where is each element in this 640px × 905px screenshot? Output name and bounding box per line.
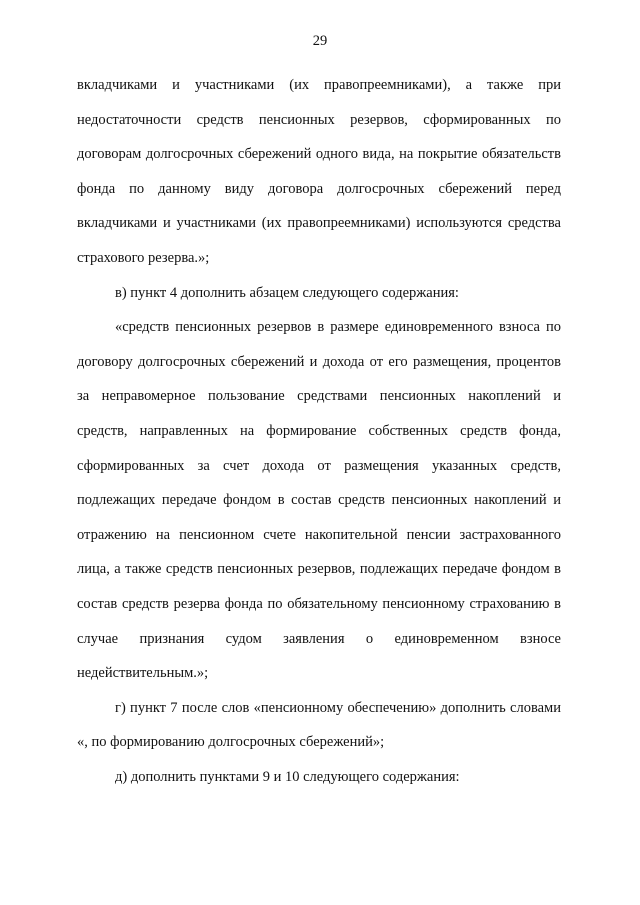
page-number: 29 [312,33,328,49]
paragraph-continuation: вкладчиками и участниками (их правопреемниками), а также при недостаточности средств пенсионных резервов, сформированных по договорам долгосрочных сбережений одного вида, на покрытие обязательств фонда по данному виду договора долгосрочных сбережений перед вкладчиками и участниками (их правопреемниками) используются средства страхового резерва.»; [77,77,561,266]
paragraph-quoted-text: «средств пенсионных резервов в размере единовременного взноса по договору долгосрочных сбережений и дохода от его размещения, процентов за неправомерное пользование средствами пенсионных накоплений и средств, направленных на формирование собственных средств фонда, сформированных за счет дохода от размещения указанных средств, подлежащих передаче фондом в состав средств пенсионных накоплений и отражению на пенсионном счете накопительной пенсии застрахованного лица, а также средств пенсионных резервов, подлежащих передаче фондом в состав средств резерва фонда по обязательному пенсионному страхованию в случае признания судом заявления о единовременном взносе недействительным.»; [77,319,561,682]
paragraph-amendment-v: в) пункт 4 дополнить абзацем следующего содержания: [115,284,459,301]
paragraph-amendment-g: г) пункт 7 после слов «пенсионному обеспечению» дополнить словами «, по формированию долгосрочных сбережений»; [77,699,561,751]
document-body [77,68,561,794]
paragraph-amendment-d: д) дополнить пунктами 9 и 10 следующего содержания: [115,768,460,785]
